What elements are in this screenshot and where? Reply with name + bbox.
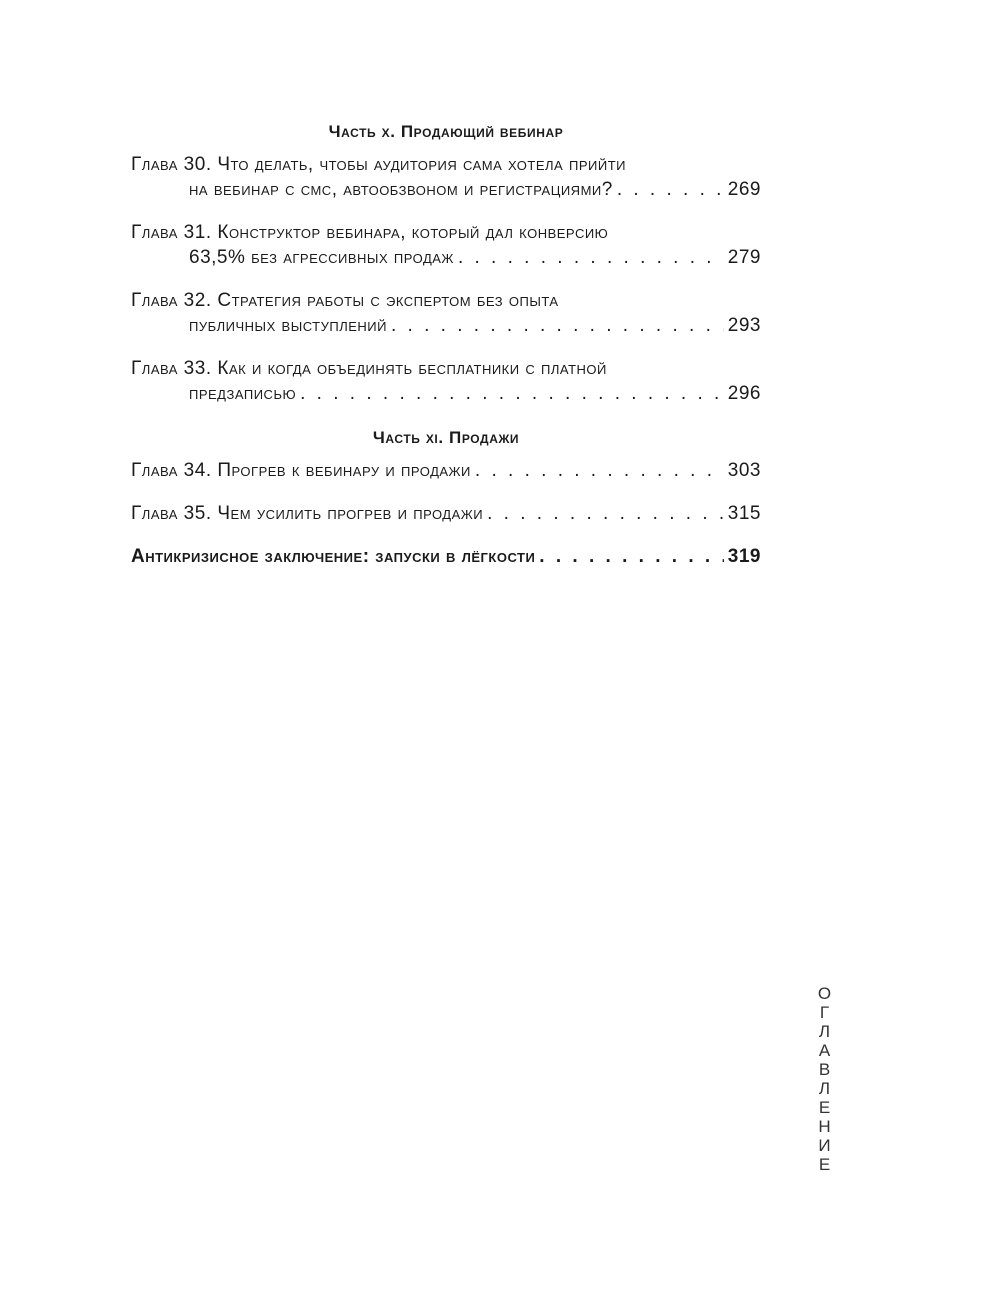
table-of-contents: [131, 118, 761, 587]
chapter-title-continuation: предзаписью: [189, 383, 297, 404]
chapter-title-line: Глава 31. Конструктор вебинара, который дал конверсию: [131, 222, 609, 243]
page-number: 296: [727, 383, 761, 404]
toc-entry-conclusion: [131, 544, 761, 569]
chapter-title-line: Глава 30. Что делать, чтобы аудитория сама хотела прийти: [131, 154, 626, 175]
dot-leader: [300, 381, 724, 406]
dot-leader: [391, 313, 724, 338]
dot-leader: [539, 544, 724, 569]
toc-entry-chapter-32: [131, 288, 761, 338]
toc-entry-chapter-34: [131, 458, 761, 483]
toc-entry-chapter-35: [131, 501, 761, 526]
dot-leader: [617, 177, 724, 202]
page-number: 269: [727, 179, 761, 200]
dot-leader: [487, 501, 724, 526]
conclusion-title: Антикризисное заключение: запуски в лёгкости: [131, 546, 536, 567]
section-side-label: ОГЛАВЛЕНИЕ: [815, 984, 834, 1174]
page-number: 279: [727, 247, 761, 268]
chapter-title-continuation: 63,5% без агрессивных продаж: [189, 247, 454, 268]
dot-leader: [475, 458, 724, 483]
chapter-title: Глава 35. Чем усилить прогрев и продажи: [131, 503, 484, 524]
chapter-title-continuation: публичных выступлений: [189, 315, 387, 336]
part-heading: Часть xi. Продажи: [372, 428, 520, 447]
dot-leader: [458, 245, 724, 270]
toc-entry-chapter-33: [131, 356, 761, 406]
page-number: 319: [727, 546, 761, 567]
page-number: 315: [727, 503, 761, 524]
chapter-title-continuation: на вебинар с смс, автообзвоном и регистрациями?: [189, 179, 613, 200]
toc-entry-chapter-30: [131, 152, 761, 202]
chapter-title-line: Глава 32. Стратегия работы с экспертом без опыта: [131, 290, 559, 311]
chapter-title-line: Глава 33. Как и когда объединять бесплатники с платной: [131, 358, 607, 379]
chapter-title: Глава 34. Прогрев к вебинару и продажи: [131, 460, 471, 481]
page-number: 293: [727, 315, 761, 336]
toc-entry-chapter-31: [131, 220, 761, 270]
part-heading: Часть x. Продающий вебинар: [328, 122, 564, 141]
page-number: 303: [727, 460, 761, 481]
